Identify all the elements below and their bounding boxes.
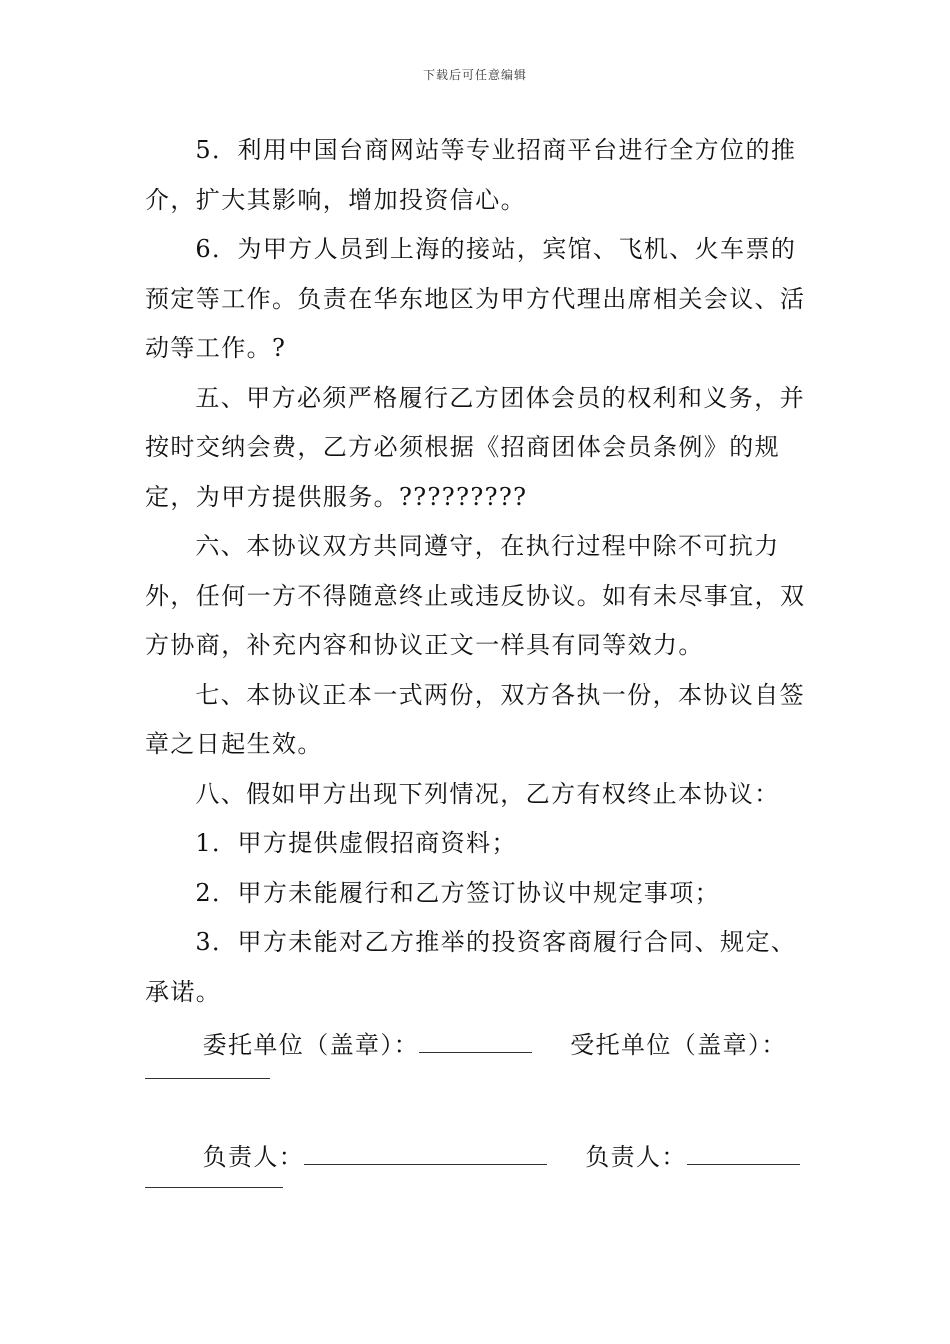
- paragraph-condition-2: 2．甲方未能履行和乙方签订协议中规定事项；: [195, 878, 721, 907]
- signature-row-persons: [145, 1133, 810, 1183]
- agent-unit-label: 受托单位（盖章）：: [570, 1031, 787, 1059]
- paragraph-item-5: 5．利用中国台商网站等专业招商平台进行全方位的推介，扩大其影响，增加投资信心。: [145, 136, 797, 214]
- paragraph-clause-5: 五、甲方必须严格履行乙方团体会员的权利和义务，并按时交纳会费，乙方必须根据《招商团体会员条例》的规定，为甲方提供服务。?????????: [145, 383, 805, 511]
- paragraph-clause-8: 八、假如甲方出现下列情况，乙方有权终止本协议：: [195, 779, 780, 808]
- principal-person-label: 负责人：: [202, 1142, 305, 1171]
- header-note: 下载后可任意编辑: [422, 68, 527, 82]
- paragraph-clause-7: 七、本协议正本一式两份，双方各执一份，本协议自签章之日起生效。: [145, 680, 805, 758]
- agent-person-blank: [687, 1142, 800, 1165]
- paragraph-item-6: 6．为甲方人员到上海的接站，宾馆、飞机、火车票的预定等工作。负责在华东地区为甲方代理出席相关会议、活动等工作。?: [145, 235, 806, 362]
- document-body: [145, 126, 810, 1188]
- principal-person-blank: [304, 1142, 547, 1165]
- paragraph-clause-6: 六、本协议双方共同遵守，在执行过程中除不可抗力外，任何一方不得随意终止或违反协议。如有未尽事宜，双方协商，补充内容和协议正文一样具有同等效力。: [145, 532, 806, 659]
- paragraph-condition-3: 3．甲方未能对乙方推举的投资客商履行合同、规定、承诺。: [145, 928, 797, 1006]
- agent-unit-blank: [145, 1078, 270, 1079]
- agent-person-label: 负责人：: [585, 1142, 687, 1171]
- paragraph-condition-1: 1．甲方提供虚假招商资料；: [195, 829, 517, 857]
- agent-person-blank-continued: [145, 1187, 283, 1188]
- principal-unit-blank: [419, 1030, 532, 1053]
- principal-unit-label: 委托单位（盖章）：: [202, 1031, 420, 1059]
- signature-row-units: [145, 1021, 810, 1071]
